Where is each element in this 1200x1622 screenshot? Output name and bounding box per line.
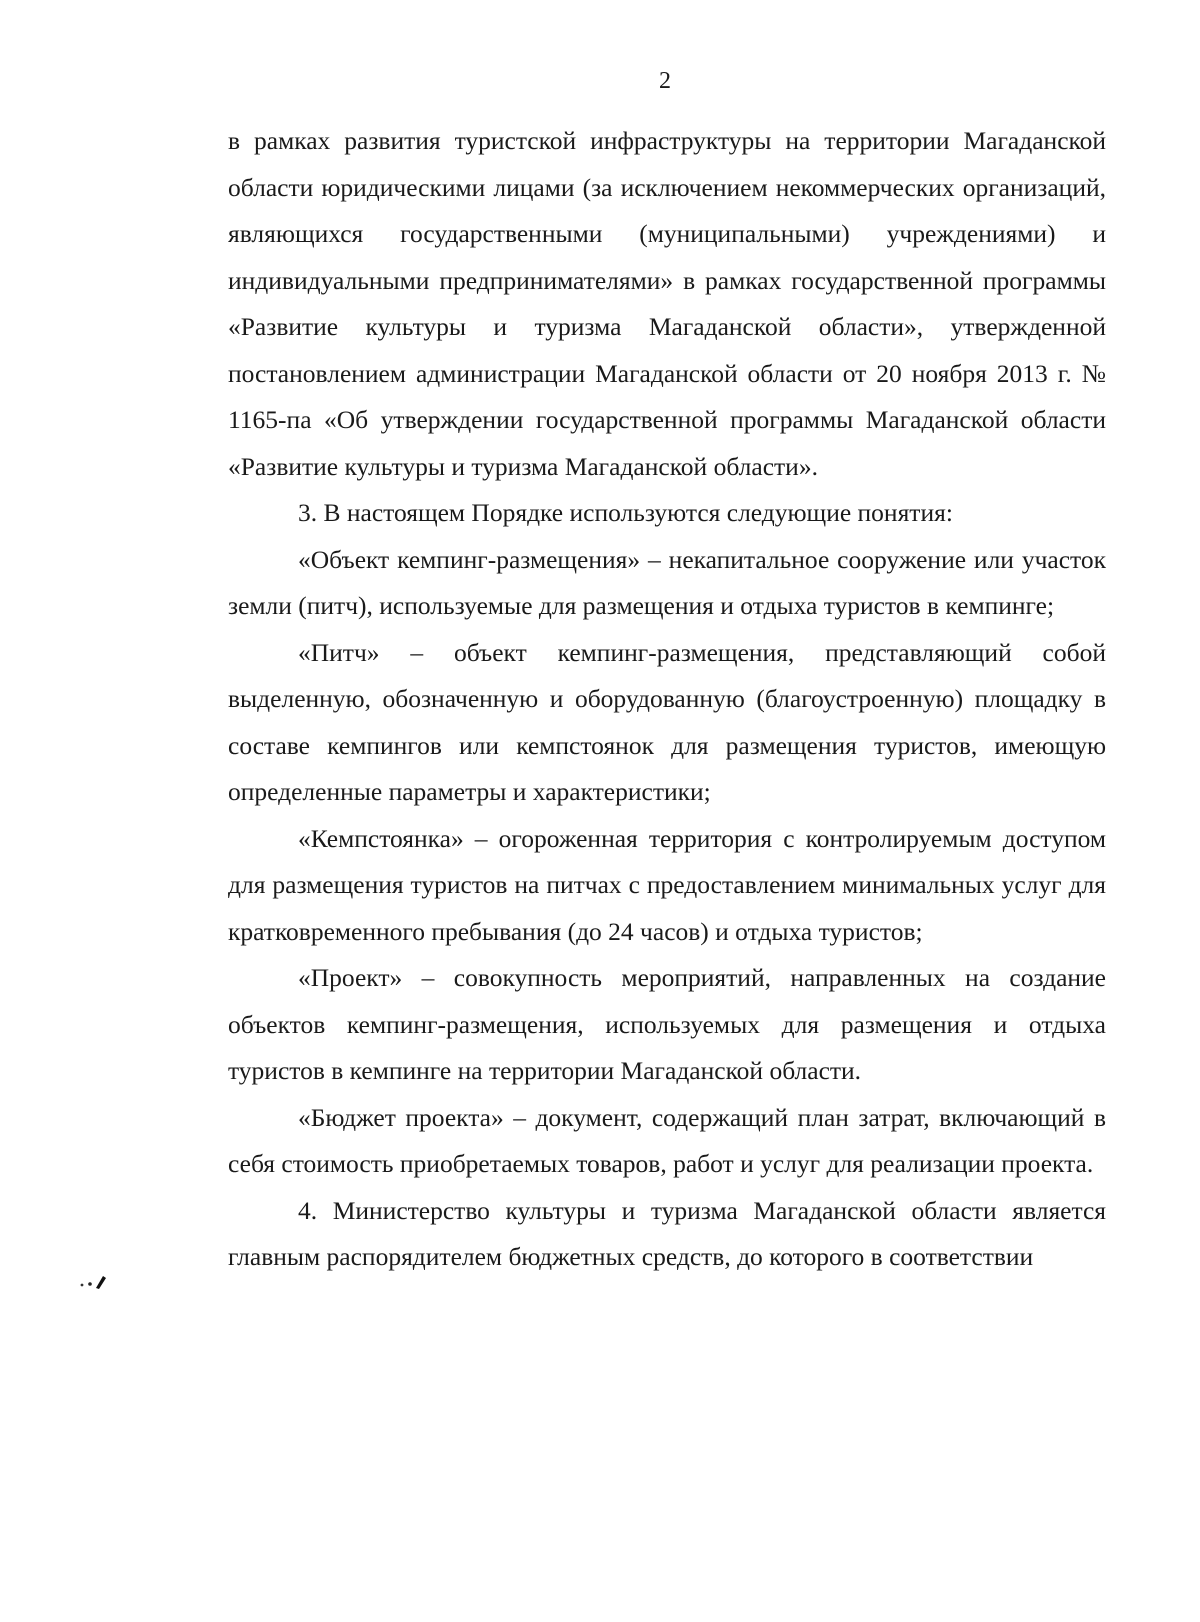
scan-mark-icon bbox=[78, 1272, 114, 1292]
document-body bbox=[228, 118, 1106, 1281]
paragraph-item-3: 3. В настоящем Порядке используются следующие понятия: bbox=[298, 498, 953, 527]
paragraph-definition-budget: «Бюджет проекта» – документ, содержащий план затрат, включающий в себя стоимость приобретаемых товаров, работ и услуг для реализации проекта. bbox=[228, 1102, 1106, 1178]
page-number: 2 bbox=[659, 68, 671, 94]
paragraph-definition-camping-object: «Объект кемпинг-размещения» – некапитальное сооружение или участок земли (питч), используемые для размещения и отдыха туристов в кемпинге; bbox=[228, 544, 1106, 620]
paragraph-item-4: 4. Министерство культуры и туризма Магаданской области является главным распорядителем бюджетных средств, до которого в соответствии bbox=[228, 1195, 1106, 1271]
paragraph-continuation: в рамках развития туристской инфраструктуры на территории Магаданской области юридическими лицами (за исключением некоммерческих организаций, являющихся государственными (муниципальными) учреждениями) и индивидуальными предпринимателями» в рамках государственной программы «Развитие культуры и туризма Магаданской области», утвержденной постановлением администрации Магаданской области от 20 ноября 2013 г. № 1165-па «Об утверждении государственной программы Магаданской области «Развитие культуры и туризма Магаданской области». bbox=[228, 126, 1106, 481]
paragraph-definition-pitch: «Питч» – объект кемпинг-размещения, представляющий собой выделенную, обозначенную и оборудованную (благоустроенную) площадку в составе кемпингов или кемпстоянок для размещения туристов, имеющую определенные параметры и характеристики; bbox=[228, 637, 1106, 806]
paragraph-definition-project: «Проект» – совокупность мероприятий, направленных на создание объектов кемпинг-размещения, используемых для размещения и отдыха туристов в кемпинге на территории Магаданской области. bbox=[228, 963, 1106, 1085]
paragraph-definition-campsite: «Кемпстоянка» – огороженная территория с контролируемым доступом для размещения туристов на питчах с предоставлением минимальных услуг для кратковременного пребывания (до 24 часов) и отдыха туристов; bbox=[228, 823, 1106, 946]
